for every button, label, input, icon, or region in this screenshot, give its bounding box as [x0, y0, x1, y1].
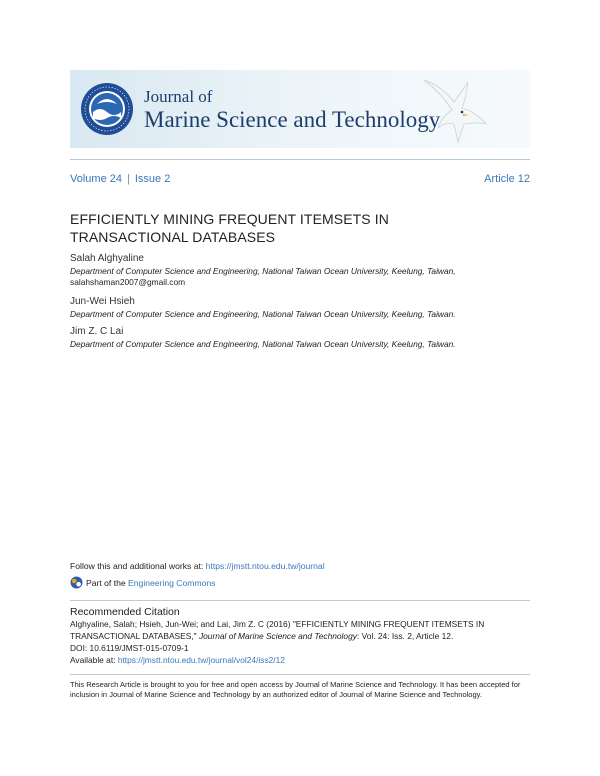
part-of-label: Part of the [86, 578, 129, 588]
part-of-line [70, 576, 215, 589]
issue-info-row [70, 173, 530, 185]
article-url-link[interactable]: https://jmstt.ntou.edu.tw/journal/vol24/iss2/12 [117, 655, 285, 665]
journal-banner [70, 70, 530, 148]
citation-text: TRANSACTIONAL DATABASES," [70, 631, 199, 641]
journal-of-text: Journal of [144, 87, 213, 106]
author-name: Jun-Wei Hsieh [70, 296, 135, 307]
volume-link[interactable]: Volume 24 [70, 173, 122, 185]
seagull-icon [420, 72, 500, 146]
citation-doi: DOI: 10.6119/JMST-015-0709-1 [70, 643, 189, 653]
journal-url-link[interactable]: https://jmstt.ntou.edu.tw/journal [205, 561, 325, 571]
author-name: Salah Alghyaline [70, 253, 144, 264]
author-affiliation: Department of Computer Science and Engineering, National Taiwan Ocean University, Keelung, Taiwan, [70, 266, 456, 276]
author-affiliation: Department of Computer Science and Engineering, National Taiwan Ocean University, Keelung, Taiwan. [70, 309, 456, 319]
header-divider [70, 159, 530, 160]
follow-line [70, 561, 325, 571]
citation-text: : Vol. 24: Iss. 2, Article 12. [356, 631, 454, 641]
citation-divider [70, 600, 530, 601]
author-email: salahshaman2007@gmail.com [70, 277, 186, 287]
author-affiliation: Department of Computer Science and Engineering, National Taiwan Ocean University, Keelung, Taiwan. [70, 339, 456, 349]
issue-link[interactable]: Issue 2 [134, 173, 171, 185]
engineering-commons-link[interactable]: Engineering Commons [128, 578, 216, 588]
available-label: Available at: [70, 655, 118, 665]
author-name: Jim Z. C Lai [70, 326, 124, 337]
recommended-citation-heading: Recommended Citation [70, 606, 180, 618]
citation-available [70, 654, 532, 666]
citation-line [70, 630, 532, 642]
footer-divider [70, 674, 530, 675]
citation-block [70, 618, 532, 666]
journal-seal-logo [80, 82, 134, 136]
journal-name: Marine Science and Technology [144, 107, 441, 132]
citation-line: Alghyaline, Salah; Hsieh, Jun-Wei; and Lai, Jim Z. C (2016) "EFFICIENTLY MINING FREQUENT ITEMSETS IN [70, 619, 485, 629]
article-title: EFFICIENTLY MINING FREQUENT ITEMSETS IN TRANSACTIONAL DATABASES [70, 211, 389, 245]
open-access-notice: This Research Article is brought to you for free and open access by Journal of Marine Science and Technology. It has been accepted for inclusion in Journal of Marine Science and Technology by an authorized editor of Journal of Marine Science and Technology. [70, 680, 521, 699]
follow-label: Follow this and additional works at: [70, 561, 206, 571]
network-commons-icon [70, 576, 83, 589]
citation-journal: Journal of Marine Science and Technology [198, 631, 357, 641]
article-link[interactable]: Article 12 [484, 173, 530, 185]
separator: | [126, 173, 130, 185]
